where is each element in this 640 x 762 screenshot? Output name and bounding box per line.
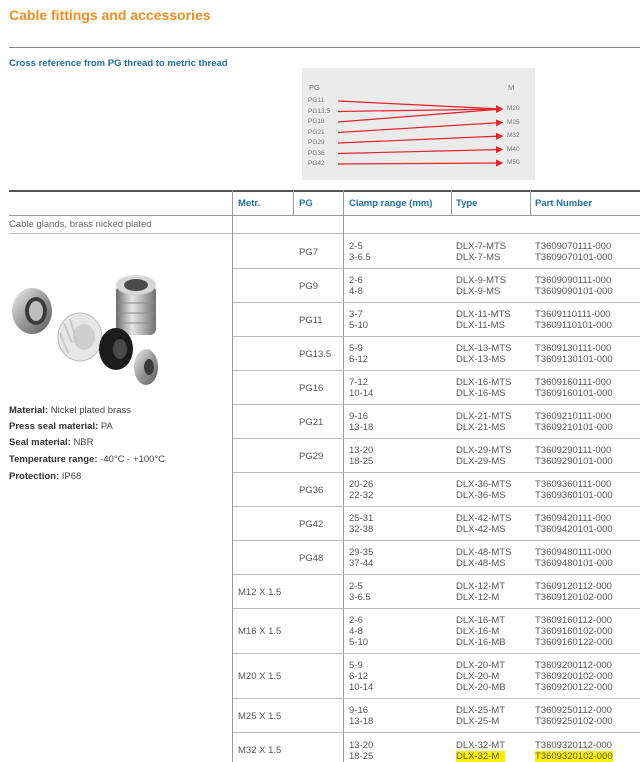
table-row	[233, 541, 640, 575]
pg-thread-cell-line: PG48	[299, 552, 324, 564]
metric-thread-cell	[238, 654, 281, 699]
type-cell	[456, 235, 506, 269]
clamp-range-cell-line: 2-6	[349, 275, 363, 286]
pg-thread-cell-line: PG21	[299, 416, 324, 428]
table-row	[233, 439, 640, 473]
part-number-cell-line: T3609250112-000	[535, 705, 612, 716]
clamp-range-cell-line: 5-10	[349, 320, 369, 331]
part-number-cell-line: T3609290111-000	[535, 445, 612, 456]
part-number-cell-line: T3609090111-000	[535, 275, 612, 286]
type-cell-line: DLX-13-MTS	[456, 343, 512, 354]
cross-reference-diagram	[302, 68, 535, 180]
part-number-cell-line: T3609160111-000	[535, 377, 612, 388]
cross-reference-arrow	[338, 101, 502, 109]
part-number-cell-line: T3609120112-000	[535, 581, 612, 592]
clamp-range-cell-line: 5-9	[349, 343, 363, 354]
type-cell	[456, 733, 505, 762]
pg-thread-cell-line: PG16	[299, 382, 324, 394]
clamp-range-cell	[349, 733, 373, 762]
m-item: M20	[507, 105, 520, 112]
cross-reference-arrow	[338, 150, 502, 154]
clamp-range-cell-line: 10-14	[349, 388, 374, 399]
part-number-cell-line: T3609070111-000	[535, 241, 612, 252]
type-cell	[456, 337, 511, 371]
clamp-range-cell-line: 13-18	[349, 422, 374, 433]
type-cell-line: DLX-20-MT	[456, 660, 506, 671]
part-number-cell-line: T3609480101-000	[535, 558, 613, 569]
table-row	[233, 473, 640, 507]
part-number-cell	[535, 303, 612, 337]
clamp-range-cell-line: 3-6.5	[349, 252, 371, 263]
part-number-cell-line: T3609290101-000	[535, 456, 613, 467]
table-row	[233, 507, 640, 541]
table-row	[233, 699, 640, 733]
clamp-range-cell-line: 2-6	[349, 615, 363, 626]
clamp-range-cell	[349, 507, 373, 541]
part-number-cell-line: T3609090101-000	[535, 286, 613, 297]
clamp-range-cell-line: 37-44	[349, 558, 374, 569]
part-number-cell-line: T3609160112-000	[535, 615, 612, 626]
table-row	[233, 654, 640, 699]
header-clamp-range: Clamp range (mm)	[349, 198, 433, 209]
table-row	[233, 235, 640, 269]
type-cell-line: DLX-29-MS	[456, 456, 506, 467]
type-cell	[456, 439, 511, 473]
spec-material: Material: Nickel plated brass	[9, 405, 131, 416]
part-number-cell-line: T3609420111-000	[535, 513, 612, 524]
clamp-range-cell	[349, 654, 373, 699]
clamp-range-cell	[349, 371, 373, 405]
pg-thread-cell	[299, 371, 323, 405]
pg-thread-cell-line: PG29	[299, 450, 324, 462]
black-seal	[99, 328, 133, 370]
part-number-cell-line: T3609110111-000	[535, 309, 611, 320]
header-part-number: Part Number	[535, 198, 593, 209]
type-cell-line: DLX-16-MS	[456, 388, 506, 399]
clamp-range-cell	[349, 541, 373, 575]
part-number-cell-line: T3609120102-000	[535, 592, 613, 603]
part-number-cell-line: T3609130111-000	[535, 343, 612, 354]
spec-press-seal-material: Press seal material: PA	[9, 421, 113, 432]
pg-thread-cell-line: PG42	[299, 518, 324, 530]
part-number-cell	[535, 733, 613, 762]
table-row	[233, 733, 640, 762]
part-number-cell	[535, 541, 613, 575]
clamp-range-cell-line: 5-10	[349, 637, 369, 648]
part-number-cell	[535, 269, 613, 303]
pg-item: PG13.5	[308, 107, 331, 115]
type-cell	[456, 609, 506, 654]
clamp-range-cell-line: 6-12	[349, 671, 369, 682]
pg-thread-cell	[299, 507, 323, 541]
spec-protection: Protection: IP68	[9, 471, 82, 482]
table-row	[233, 609, 640, 654]
clamp-range-cell-line: 2-5	[349, 581, 363, 592]
clamp-range-cell-line: 13-20	[349, 445, 374, 456]
type-cell-line: DLX-9-MTS	[456, 275, 507, 286]
pg-item: PG29	[308, 139, 325, 146]
pg-thread-cell-line: PG9	[299, 280, 319, 292]
part-number-cell-line: T3609210101-000	[535, 422, 613, 433]
part-number-cell-line: T3609070101-000	[535, 252, 613, 263]
part-number-cell-line: T3609320112-000	[535, 739, 612, 751]
type-cell-line: DLX-42-MTS	[456, 513, 512, 524]
pg-item: PG16	[308, 118, 325, 125]
clamp-range-cell-line: 9-16	[349, 705, 369, 716]
part-number-cell-line: T3609480111-000	[535, 547, 612, 558]
pg-thread-cell-line: PG36	[299, 484, 324, 496]
table-row	[233, 371, 640, 405]
table-row	[233, 405, 640, 439]
m-item: M50	[507, 159, 520, 166]
pg-thread-cell	[299, 405, 323, 439]
metric-thread-cell	[238, 699, 281, 733]
m-item: M25	[507, 118, 520, 126]
type-cell-line: DLX-48-MTS	[456, 547, 512, 558]
type-cell-line: DLX-21-MS	[456, 422, 506, 433]
table-row	[233, 575, 640, 609]
type-cell-line: DLX-16-MB	[456, 637, 506, 648]
group-label: Cable glands, brass nicked plated	[9, 219, 152, 230]
type-cell-line: DLX-16-M	[456, 626, 500, 637]
type-cell-line: DLX-11-MS	[456, 320, 505, 331]
table-row	[233, 337, 640, 371]
type-cell-line: DLX-48-MS	[456, 558, 506, 569]
pg-thread-cell	[299, 473, 323, 507]
part-number-cell-line: T3609200102-000	[535, 671, 613, 682]
clamp-range-cell-line: 6-12	[349, 354, 369, 365]
page-title: Cable fittings and accessories	[9, 7, 211, 23]
header-metr: Metr.	[238, 198, 261, 209]
type-cell-line: DLX-21-MTS	[456, 411, 512, 422]
clamp-range-cell	[349, 575, 371, 609]
type-cell-line: DLX-13-MS	[456, 354, 506, 365]
locknut-left	[12, 288, 52, 334]
type-cell	[456, 473, 511, 507]
cross-reference-arrow	[338, 136, 502, 143]
type-cell-line: DLX-36-MTS	[456, 479, 512, 490]
type-cell	[456, 575, 505, 609]
clamp-range-cell-line: 32-38	[349, 524, 374, 535]
pg-item: PG11	[308, 97, 325, 104]
type-cell-line: DLX-20-M	[456, 671, 500, 682]
clamp-range-cell-line: 9-16	[349, 411, 369, 422]
type-cell	[456, 507, 511, 541]
cross-reference-arrow	[338, 123, 502, 133]
part-number-cell-line: T3609320102-000	[535, 750, 613, 762]
header-rule	[9, 215, 640, 216]
clamp-range-cell-line: 10-14	[349, 682, 374, 693]
clamp-range-cell-line: 3-7	[349, 309, 363, 320]
cable-gland-product-photo	[8, 263, 158, 393]
pg-thread-cell-line: PG11	[299, 314, 323, 326]
part-number-cell-line: T3609110101-000	[535, 320, 612, 331]
type-cell	[456, 699, 505, 733]
part-number-cell	[535, 235, 613, 269]
clamp-range-cell-line: 4-8	[349, 626, 363, 637]
metric-thread-cell-line: M16 X 1.5	[238, 626, 282, 637]
type-cell-line: DLX-32-MT	[456, 739, 506, 751]
type-cell-line: DLX-25-M	[456, 716, 500, 727]
part-number-cell	[535, 654, 613, 699]
part-number-cell-line: T3609160102-000	[535, 626, 613, 637]
pg-thread-cell	[299, 337, 331, 371]
pg-thread-cell	[299, 303, 323, 337]
part-number-cell-line: T3609250102-000	[535, 716, 613, 727]
part-number-cell	[535, 473, 613, 507]
type-cell-line: DLX-20-MB	[456, 682, 506, 693]
clamp-range-cell	[349, 269, 363, 303]
clamp-range-cell-line: 22-32	[349, 490, 374, 501]
clamp-range-cell-line: 5-9	[349, 660, 363, 671]
type-cell	[456, 405, 511, 439]
dome-cap-nut	[134, 349, 158, 385]
pg-thread-cell	[299, 541, 323, 575]
clamp-range-cell-line: 18-25	[349, 750, 374, 762]
part-number-cell-line: T3609160101-000	[535, 388, 613, 399]
table-top-rule	[9, 190, 640, 192]
spec-temperature-range: Temperature range: -40°C - +100°C	[9, 454, 166, 465]
clamp-range-cell-line: 13-20	[349, 739, 374, 751]
type-cell-line: DLX-36-MS	[456, 490, 506, 501]
clamp-range-cell	[349, 405, 373, 439]
m-item: M40	[507, 145, 520, 153]
metric-thread-cell	[238, 575, 281, 609]
white-insert	[58, 313, 102, 361]
header-pg: PG	[299, 198, 313, 209]
m-item: M32	[507, 132, 520, 139]
metric-thread-cell-line: M20 X 1.5	[238, 671, 282, 682]
type-cell-line: DLX-25-MT	[456, 705, 506, 716]
clamp-range-cell-line: 29-35	[349, 547, 374, 558]
type-cell-line: DLX-32-M	[456, 751, 505, 762]
part-number-cell-line: T3609360111-000	[535, 479, 612, 490]
pg-thread-cell	[299, 269, 318, 303]
type-cell-line: DLX-16-MTS	[456, 377, 512, 388]
pg-thread-cell	[299, 439, 323, 473]
table-row	[233, 269, 640, 303]
part-number-cell-line: T3609420101-000	[535, 524, 613, 535]
table-row	[233, 303, 640, 337]
pg-item: PG36	[308, 149, 325, 157]
type-cell	[456, 654, 506, 699]
part-number-cell-line: T3609200112-000	[535, 660, 612, 671]
clamp-range-cell-line: 2-5	[349, 241, 363, 252]
clamp-range-cell-line: 20-26	[349, 479, 374, 490]
column-separator	[293, 190, 294, 215]
clamp-range-cell	[349, 439, 373, 473]
group-rule	[9, 233, 640, 234]
metric-thread-cell-line: M32 X 1.5	[238, 745, 282, 756]
title-rule	[9, 47, 640, 48]
clamp-range-cell-line: 18-25	[349, 456, 374, 467]
clamp-range-cell	[349, 699, 373, 733]
type-cell-line: DLX-11-MTS	[456, 309, 511, 320]
metric-thread-cell	[238, 609, 281, 654]
clamp-range-cell	[349, 337, 368, 371]
type-cell-line: DLX-16-MT	[456, 615, 506, 626]
clamp-range-cell-line: 7-12	[349, 377, 369, 388]
part-number-cell	[535, 337, 613, 371]
part-number-cell-line: T3609160122-000	[535, 637, 613, 648]
metric-thread-cell-line: M12 X 1.5	[238, 586, 282, 598]
section-heading: Cross reference from PG thread to metric thread	[9, 58, 228, 69]
type-cell-line: DLX-42-MS	[456, 524, 506, 535]
clamp-range-cell-line: 3-6.5	[349, 592, 371, 603]
part-number-cell	[535, 507, 613, 541]
type-cell-line: DLX-7-MTS	[456, 241, 507, 252]
part-number-cell	[535, 575, 613, 609]
type-cell	[456, 541, 511, 575]
part-number-cell	[535, 609, 613, 654]
pg-item: PG21	[308, 128, 325, 136]
column-separator	[451, 190, 452, 215]
type-cell	[456, 269, 506, 303]
part-number-cell-line: T3609130101-000	[535, 354, 613, 365]
cross-reference-arrow	[338, 163, 502, 164]
type-cell-line: DLX-7-MS	[456, 252, 501, 263]
clamp-range-cell	[349, 235, 371, 269]
part-number-cell-line: T3609200122-000	[535, 682, 613, 693]
pg-thread-cell-line: PG13.5	[299, 348, 332, 360]
clamp-range-cell	[349, 303, 368, 337]
clamp-range-cell-line: 25-31	[349, 513, 374, 524]
m-column-header: M	[508, 83, 515, 92]
part-number-cell	[535, 371, 613, 405]
part-number-cell	[535, 405, 613, 439]
clamp-range-cell-line: 13-18	[349, 716, 374, 727]
gland-body	[116, 275, 156, 335]
metric-thread-cell	[238, 733, 281, 762]
pg-item: PG42	[308, 160, 325, 167]
pg-thread-cell	[299, 235, 318, 269]
type-cell-line: DLX-12-M	[456, 592, 500, 603]
type-cell	[456, 303, 511, 337]
type-cell-line: DLX-29-MTS	[456, 445, 512, 456]
pg-thread-cell-line: PG7	[299, 246, 319, 258]
part-number-cell	[535, 699, 613, 733]
spec-seal-material: Seal material: NBR	[9, 437, 94, 448]
type-cell-line: DLX-12-MT	[456, 581, 506, 592]
cross-reference-arrows	[302, 68, 535, 180]
metric-thread-cell-line: M25 X 1.5	[238, 710, 282, 722]
part-number-cell-line: T3609360101-000	[535, 490, 613, 501]
clamp-range-cell	[349, 473, 373, 507]
header-type: Type	[456, 198, 478, 209]
clamp-range-cell-line: 4-8	[349, 286, 363, 297]
column-separator	[530, 190, 531, 215]
clamp-range-cell	[349, 609, 368, 654]
type-cell-line: DLX-9-MS	[456, 286, 501, 297]
type-cell	[456, 371, 511, 405]
pg-column-header: PG	[309, 83, 320, 92]
part-number-cell	[535, 439, 613, 473]
part-number-cell-line: T3609210111-000	[535, 411, 612, 422]
